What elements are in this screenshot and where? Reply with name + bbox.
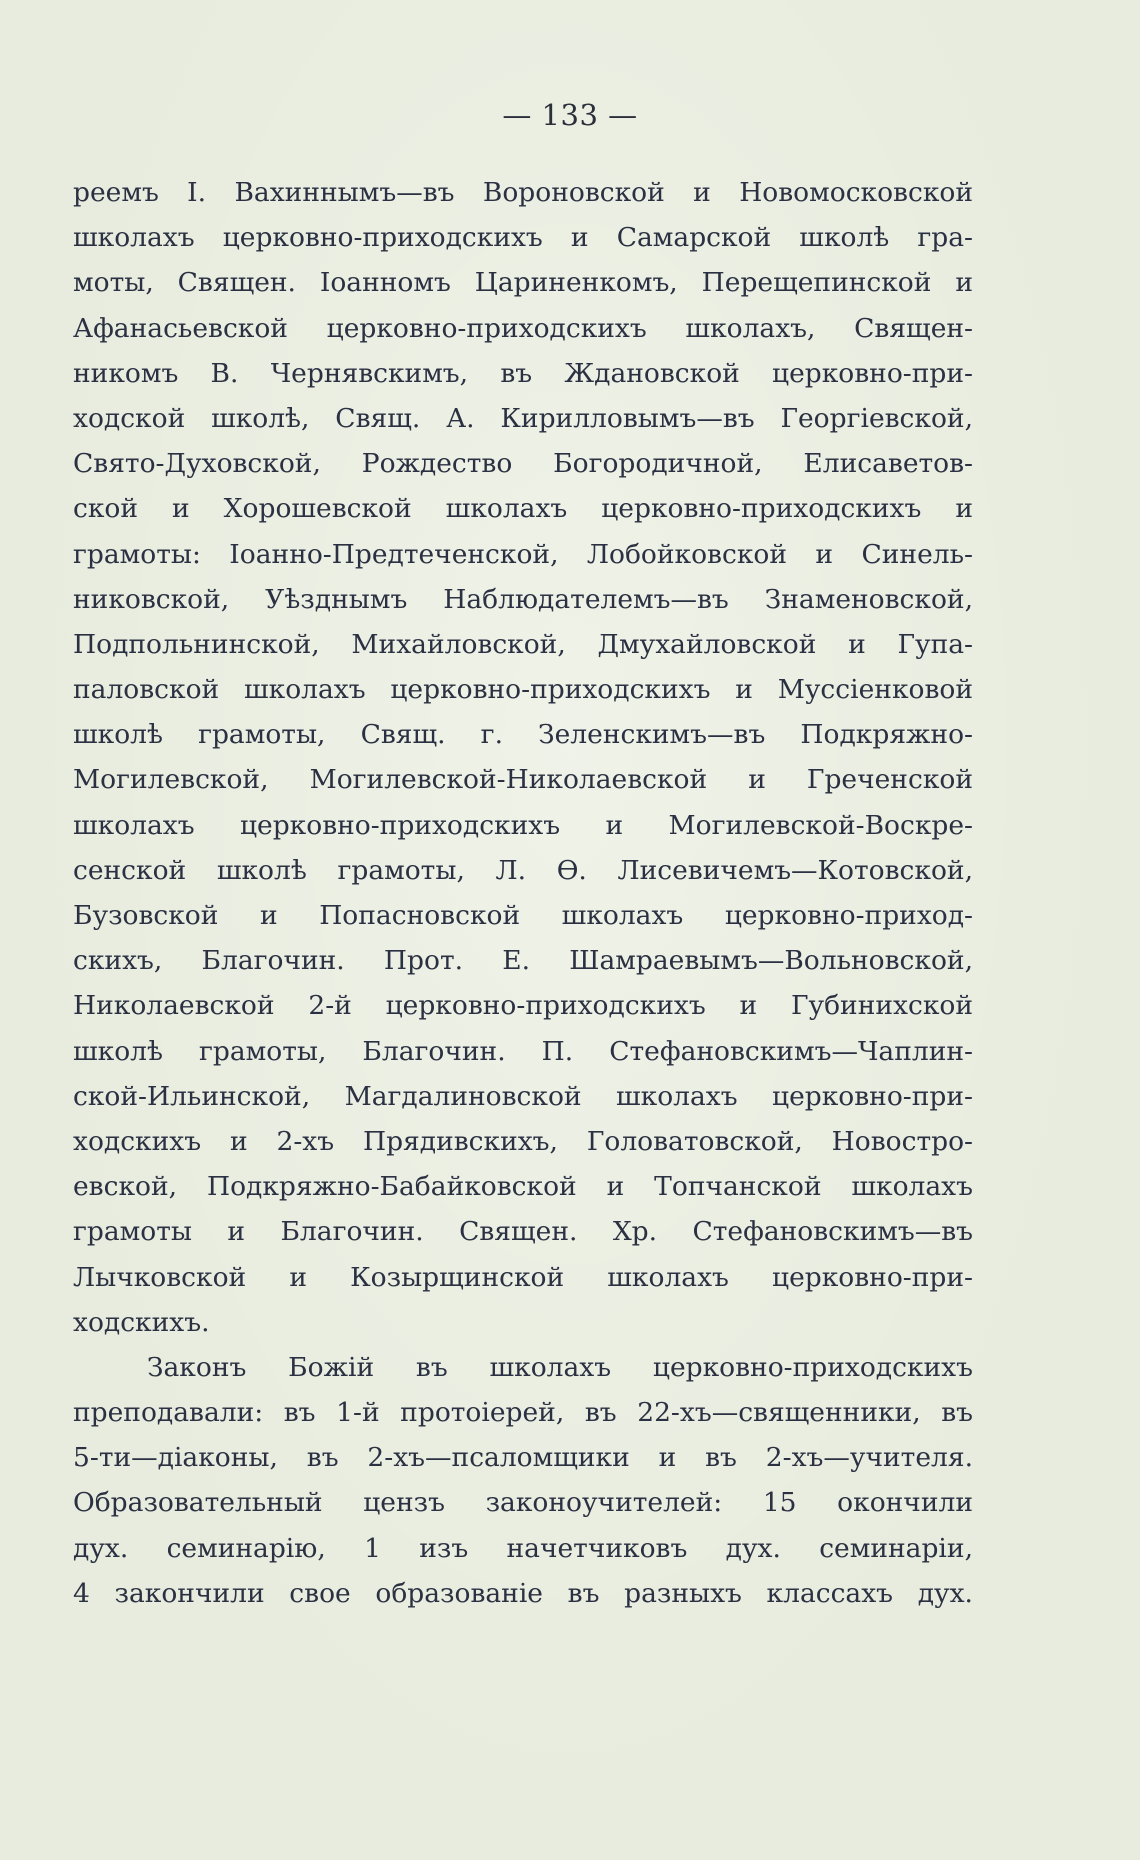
text-line: грамоты и Благочин. Священ. Хр. Стефановскимъ—въ [73,1216,973,1248]
text-line: ходскихъ и 2-хъ Прядивскихъ, Головатовской, Новостро- [73,1125,973,1157]
text-line: скихъ, Благочин. Прот. Е. Шамраевымъ—Вольновской, [73,945,973,977]
text-line: никовской, Уѣзднымъ Наблюдателемъ—въ Знаменовской, [73,583,973,615]
text-line: школѣ грамоты, Благочин. П. Стефановскимъ—Чаплин- [73,1035,973,1067]
text-line: паловской школахъ церковно-приходскихъ и Муссіенковой [73,674,973,706]
text-line: евской, Подкряжно-Бабайковской и Топчанской школахъ [73,1171,973,1203]
text-line: ходской школѣ, Свящ. А. Кирилловымъ—въ Георгіевской, [73,402,973,434]
text-line: сенской школѣ грамоты, Л. Ѳ. Лисевичемъ—Котовской, [73,854,973,886]
text-line: Лычковской и Козырщинской школахъ церковно-при- [73,1261,973,1293]
text-line: Николаевской 2-й церковно-приходскихъ и Губинихской [73,990,973,1022]
text-line: преподавали: въ 1-й протоіерей, въ 22-хъ—священники, въ [73,1397,973,1429]
text-line: школахъ церковно-приходскихъ и Самарской школѣ гра- [73,222,973,254]
text-line: Образовательный цензъ законоучителей: 15 окончили [73,1487,973,1519]
text-line: дух. семинарію, 1 изъ начетчиковъ дух. семинаріи, [73,1532,973,1564]
paragraph-1 [73,170,973,1345]
text-line: Свято-Духовской, Рождество Богородичной, Елисаветов- [73,448,973,480]
text-line: Афанасьевской церковно-приходскихъ школахъ, Священ- [73,312,973,344]
text-line: Законъ Божій въ школахъ церковно-приходскихъ [147,1351,973,1383]
text-line: Подпольнинской, Михайловской, Дмухайловской и Гупа- [73,628,973,660]
text-line: 4 закончили свое образованіе въ разныхъ классахъ дух. [73,1577,973,1609]
text-line: школѣ грамоты, Свящ. г. Зеленскимъ—въ Подкряжно- [73,719,973,751]
body-text [73,170,973,1616]
text-line: Могилевской, Могилевской-Николаевской и Греченской [73,764,973,796]
text-line: никомъ В. Чернявскимъ, въ Ждановской церковно-при- [73,357,973,389]
page-number: — 133 — [502,98,638,132]
text-line: ской и Хорошевской школахъ церковно-приходскихъ и [73,493,973,525]
paragraph-2 [73,1345,973,1616]
text-line: реемъ І. Вахиннымъ—въ Вороновской и Новомосковской [73,177,973,208]
text-line: 5-ти—діаконы, въ 2-хъ—псаломщики и въ 2-хъ—учителя. [73,1442,973,1474]
text-line: моты, Священ. Іоанномъ Цариненкомъ, Перещепинской и [73,267,973,299]
text-line: ходскихъ. [73,1306,210,1338]
text-line: школахъ церковно-приходскихъ и Могилевской-Воскре- [73,809,973,841]
text-line: Бузовской и Попасновской школахъ церковно-приход- [73,900,973,931]
text-line: грамоты: Іоанно-Предтеченской, Лобойковской и Синель- [73,538,973,570]
text-line: ской-Ильинской, Магдалиновской школахъ церковно-при- [73,1080,973,1112]
